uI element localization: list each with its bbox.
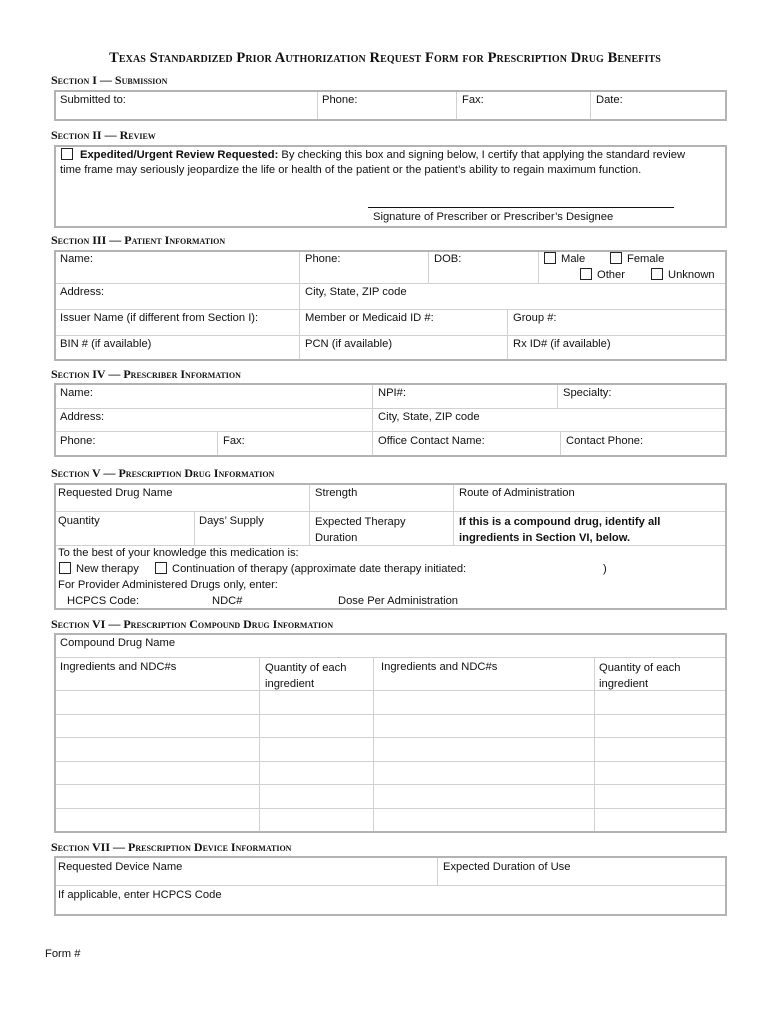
section-6-heading: Section VI — Prescription Compound Drug Information [51, 617, 334, 631]
other-checkbox[interactable] [580, 268, 592, 280]
submission-box [54, 90, 727, 121]
knowledge-label: To the best of your knowledge this medication is: [58, 547, 299, 559]
expedited-text-line2: time frame may seriously jeopardize the life or health of the patient or the patient’s ability to regain maximum function. [60, 164, 642, 176]
patient-dob-field[interactable]: DOB: [434, 253, 462, 265]
hcpcs-field[interactable]: HCPCS Code: [67, 595, 140, 607]
prescriber-address-field[interactable]: Address: [60, 411, 105, 423]
section-1-heading: Section I — Submission [51, 73, 168, 87]
office-contact-field[interactable]: Office Contact Name: [378, 435, 485, 447]
patient-address-field[interactable]: Address: [60, 286, 105, 298]
drug-name-field[interactable]: Requested Drug Name [58, 487, 173, 499]
form-title: Texas Standardized Prior Authorization Request Form for Prescription Drug Benefits [109, 50, 661, 66]
section-4-heading: Section IV — Prescriber Information [51, 367, 241, 381]
patient-phone-field[interactable]: Phone: [305, 253, 341, 265]
dose-field[interactable]: Dose Per Administration [338, 595, 459, 607]
form-number: Form # [45, 948, 81, 960]
days-supply-field[interactable]: Days’ Supply [199, 515, 264, 527]
npi-field[interactable]: NPI#: [378, 387, 406, 399]
quantity-field[interactable]: Quantity [58, 515, 100, 527]
continuation-label: Continuation of therapy (approximate date therapy initiated: [172, 563, 467, 575]
therapy-duration-field[interactable]: Expected Therapy Duration [315, 516, 406, 544]
continuation-close: ) [603, 563, 607, 575]
patient-name-field[interactable]: Name: [60, 253, 93, 265]
male-label: Male [561, 253, 586, 265]
submission-date-field[interactable]: Date: [596, 94, 623, 106]
signature-label: Signature of Prescriber or Prescriber’s Designee [373, 211, 614, 223]
submission-phone-field[interactable]: Phone: [322, 94, 358, 106]
new-therapy-checkbox[interactable] [59, 562, 71, 574]
pcn-field[interactable]: PCN (if available) [305, 338, 393, 350]
section-7-heading: Section VII — Prescription Device Information [51, 840, 292, 854]
ingredients-header-2: Ingredients and NDC#s [381, 661, 498, 673]
device-duration-field[interactable]: Expected Duration of Use [443, 861, 571, 873]
strength-field[interactable]: Strength [315, 487, 358, 499]
route-field[interactable]: Route of Administration [459, 487, 575, 499]
submitted-to-field[interactable]: Submitted to: [60, 94, 126, 106]
prescriber-name-field[interactable]: Name: [60, 387, 93, 399]
section-2-heading: Section II — Review [51, 128, 156, 142]
group-field[interactable]: Group #: [513, 312, 557, 324]
device-name-field[interactable]: Requested Device Name [58, 861, 183, 873]
qty-each-header-1: Quantity of each ingredient [265, 662, 347, 690]
unknown-label: Unknown [668, 269, 715, 281]
expedited-label: Expedited/Urgent Review Requested: [80, 149, 279, 161]
compound-note: If this is a compound drug, identify all ingredients in Section VI, below. [459, 516, 661, 544]
device-hcpcs-field[interactable]: If applicable, enter HCPCS Code [58, 889, 222, 901]
female-checkbox[interactable] [610, 252, 622, 264]
signature-line[interactable] [368, 207, 674, 208]
continuation-checkbox[interactable] [155, 562, 167, 574]
male-checkbox[interactable] [544, 252, 556, 264]
female-label: Female [627, 253, 665, 265]
prescriber-phone-field[interactable]: Phone: [60, 435, 96, 447]
new-therapy-label: New therapy [76, 563, 139, 575]
other-label: Other [597, 269, 625, 281]
contact-phone-field[interactable]: Contact Phone: [566, 435, 644, 447]
section-5-heading: Section V — Prescription Drug Information [51, 466, 275, 480]
member-id-field[interactable]: Member or Medicaid ID #: [305, 312, 434, 324]
qty-each-header-2: Quantity of each ingredient [599, 662, 681, 690]
prescriber-city-field[interactable]: City, State, ZIP code [378, 411, 480, 423]
patient-city-field[interactable]: City, State, ZIP code [305, 286, 407, 298]
section-3-heading: Section III — Patient Information [51, 233, 226, 247]
bin-field[interactable]: BIN # (if available) [60, 338, 152, 350]
unknown-checkbox[interactable] [651, 268, 663, 280]
specialty-field[interactable]: Specialty: [563, 387, 612, 399]
rx-id-field[interactable]: Rx ID# (if available) [513, 338, 611, 350]
ndc-field[interactable]: NDC# [212, 595, 243, 607]
provider-label: For Provider Administered Drugs only, enter: [58, 579, 278, 591]
issuer-field[interactable]: Issuer Name (if different from Section I): [60, 312, 259, 324]
expedited-text: By checking this box and signing below, I certify that applying the standard review [281, 149, 686, 161]
submission-fax-field[interactable]: Fax: [462, 94, 484, 106]
compound-name-field[interactable]: Compound Drug Name [60, 637, 176, 649]
prescriber-fax-field[interactable]: Fax: [223, 435, 245, 447]
expedited-checkbox[interactable] [61, 148, 73, 160]
ingredients-header-1: Ingredients and NDC#s [60, 661, 177, 673]
